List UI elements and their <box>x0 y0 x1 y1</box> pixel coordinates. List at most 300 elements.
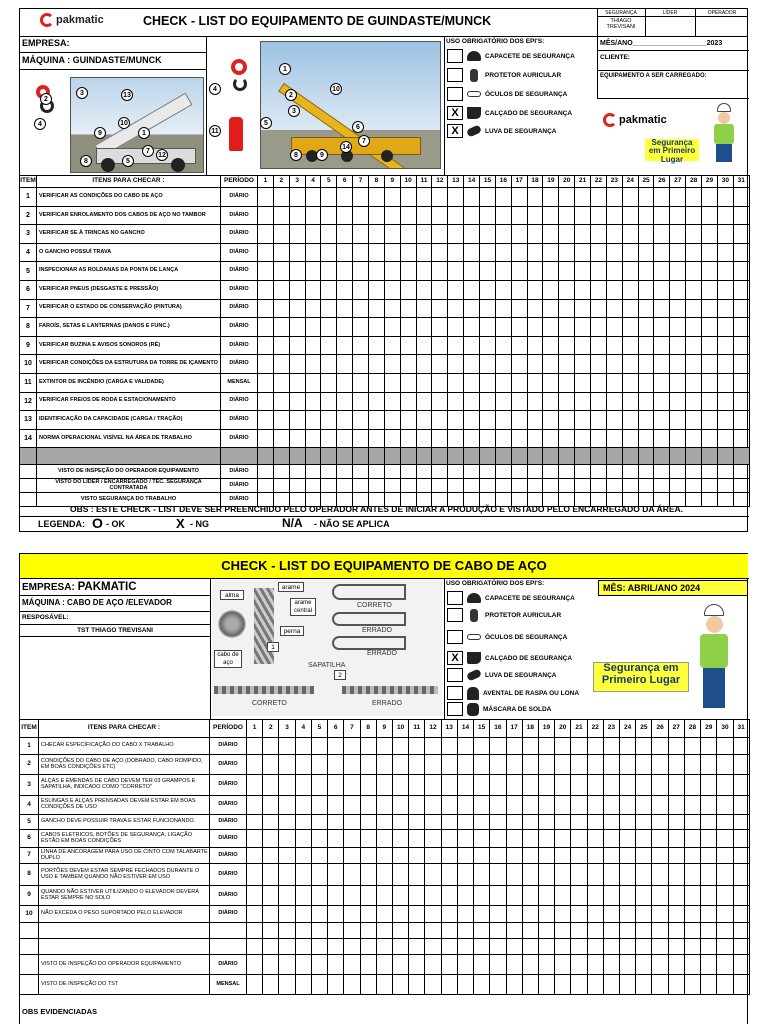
check-cell[interactable] <box>305 479 321 493</box>
check-cell[interactable] <box>543 206 559 225</box>
check-cell[interactable] <box>538 738 554 755</box>
blank-cell[interactable] <box>733 939 749 955</box>
blank-cell[interactable] <box>305 448 321 465</box>
check-cell[interactable] <box>480 465 496 479</box>
blank-cell[interactable] <box>295 939 311 955</box>
check-cell[interactable] <box>733 225 749 244</box>
check-cell[interactable] <box>457 886 473 906</box>
check-cell[interactable] <box>392 796 408 815</box>
check-cell[interactable] <box>425 864 441 886</box>
check-cell[interactable] <box>670 479 686 493</box>
check-cell[interactable] <box>684 830 700 848</box>
check-cell[interactable] <box>733 429 749 448</box>
blank-cell[interactable] <box>258 448 274 465</box>
check-cell[interactable] <box>480 479 496 493</box>
check-cell[interactable] <box>717 955 733 975</box>
check-cell[interactable] <box>369 206 385 225</box>
check-cell[interactable] <box>305 225 321 244</box>
check-cell[interactable] <box>638 188 654 207</box>
blank-cell[interactable] <box>416 448 432 465</box>
epi-oculos[interactable]: ÓCULOS DE SEGURANÇA <box>447 87 567 101</box>
check-cell[interactable] <box>337 411 353 430</box>
check-cell[interactable] <box>638 225 654 244</box>
check-cell[interactable] <box>495 355 511 374</box>
check-cell[interactable] <box>384 392 400 411</box>
check-cell[interactable] <box>409 815 425 830</box>
check-cell[interactable] <box>538 955 554 975</box>
check-cell[interactable] <box>603 775 619 796</box>
blank-cell[interactable] <box>571 923 587 939</box>
check-cell[interactable] <box>258 392 274 411</box>
check-cell[interactable] <box>571 975 587 995</box>
check-cell[interactable] <box>353 299 369 318</box>
check-cell[interactable] <box>480 243 496 262</box>
check-cell[interactable] <box>305 243 321 262</box>
check-cell[interactable] <box>474 738 490 755</box>
check-cell[interactable] <box>527 262 543 281</box>
check-cell[interactable] <box>495 299 511 318</box>
check-cell[interactable] <box>416 411 432 430</box>
check-cell[interactable] <box>490 755 506 775</box>
check-cell[interactable] <box>289 336 305 355</box>
blank-cell[interactable] <box>490 923 506 939</box>
check-cell[interactable] <box>575 262 591 281</box>
check-cell[interactable] <box>527 188 543 207</box>
blank-cell[interactable] <box>636 923 652 939</box>
check-cell[interactable] <box>668 864 684 886</box>
check-cell[interactable] <box>258 336 274 355</box>
check-cell[interactable] <box>328 864 344 886</box>
check-cell[interactable] <box>400 299 416 318</box>
check-cell[interactable] <box>376 815 392 830</box>
check-cell[interactable] <box>273 318 289 337</box>
check-cell[interactable] <box>686 280 702 299</box>
check-cell[interactable] <box>490 830 506 848</box>
check-cell[interactable] <box>425 796 441 815</box>
check-cell[interactable] <box>538 815 554 830</box>
check-cell[interactable] <box>511 373 527 392</box>
check-cell[interactable] <box>273 411 289 430</box>
check-cell[interactable] <box>416 318 432 337</box>
check-cell[interactable] <box>636 755 652 775</box>
check-cell[interactable] <box>587 864 603 886</box>
check-cell[interactable] <box>376 796 392 815</box>
check-cell[interactable] <box>392 775 408 796</box>
check-cell[interactable] <box>321 465 337 479</box>
check-cell[interactable] <box>441 830 457 848</box>
blank-cell[interactable] <box>668 923 684 939</box>
check-cell[interactable] <box>622 465 638 479</box>
check-cell[interactable] <box>684 906 700 923</box>
check-cell[interactable] <box>263 738 279 755</box>
check-cell[interactable] <box>328 796 344 815</box>
blank-cell[interactable] <box>432 448 448 465</box>
check-cell[interactable] <box>555 906 571 923</box>
check-cell[interactable] <box>587 815 603 830</box>
check-cell[interactable] <box>369 465 385 479</box>
check-cell[interactable] <box>337 355 353 374</box>
check-cell[interactable] <box>305 280 321 299</box>
check-cell[interactable] <box>369 299 385 318</box>
check-cell[interactable] <box>522 830 538 848</box>
check-cell[interactable] <box>289 411 305 430</box>
epi2-mascara[interactable]: MÁSCARA DE SOLDA <box>447 702 551 716</box>
check-cell[interactable] <box>263 830 279 848</box>
check-cell[interactable] <box>654 243 670 262</box>
check-cell[interactable] <box>495 206 511 225</box>
check-cell[interactable] <box>571 738 587 755</box>
epi-luva[interactable]: X LUVA DE SEGURANÇA <box>447 124 557 138</box>
check-cell[interactable] <box>686 392 702 411</box>
check-cell[interactable] <box>273 243 289 262</box>
check-cell[interactable] <box>344 830 360 848</box>
check-cell[interactable] <box>543 280 559 299</box>
check-cell[interactable] <box>247 796 263 815</box>
blank-cell[interactable] <box>603 923 619 939</box>
check-cell[interactable] <box>668 848 684 864</box>
check-cell[interactable] <box>279 775 295 796</box>
check-cell[interactable] <box>638 206 654 225</box>
check-cell[interactable] <box>652 906 668 923</box>
check-cell[interactable] <box>668 975 684 995</box>
check-cell[interactable] <box>668 815 684 830</box>
check-cell[interactable] <box>273 206 289 225</box>
check-cell[interactable] <box>702 280 718 299</box>
check-cell[interactable] <box>587 796 603 815</box>
check-cell[interactable] <box>670 299 686 318</box>
check-cell[interactable] <box>538 906 554 923</box>
check-cell[interactable] <box>702 299 718 318</box>
check-cell[interactable] <box>702 262 718 281</box>
blank-cell[interactable] <box>575 448 591 465</box>
blank-cell[interactable] <box>279 923 295 939</box>
check-cell[interactable] <box>527 411 543 430</box>
check-cell[interactable] <box>337 429 353 448</box>
check-cell[interactable] <box>511 355 527 374</box>
check-cell[interactable] <box>733 796 749 815</box>
check-cell[interactable] <box>555 796 571 815</box>
check-cell[interactable] <box>321 355 337 374</box>
check-cell[interactable] <box>441 755 457 775</box>
check-cell[interactable] <box>670 280 686 299</box>
check-cell[interactable] <box>670 336 686 355</box>
check-cell[interactable] <box>652 830 668 848</box>
check-cell[interactable] <box>328 955 344 975</box>
check-cell[interactable] <box>684 975 700 995</box>
check-cell[interactable] <box>591 392 607 411</box>
cliente-field[interactable]: CLIENTE: <box>600 54 630 61</box>
check-cell[interactable] <box>432 479 448 493</box>
check-cell[interactable] <box>448 206 464 225</box>
check-cell[interactable] <box>279 755 295 775</box>
blank-cell[interactable] <box>555 923 571 939</box>
check-cell[interactable] <box>636 815 652 830</box>
check-cell[interactable] <box>587 975 603 995</box>
check-cell[interactable] <box>717 775 733 796</box>
check-cell[interactable] <box>591 336 607 355</box>
check-cell[interactable] <box>686 465 702 479</box>
check-cell[interactable] <box>527 429 543 448</box>
check-cell[interactable] <box>353 262 369 281</box>
check-cell[interactable] <box>538 975 554 995</box>
blank-cell[interactable] <box>638 448 654 465</box>
check-cell[interactable] <box>654 262 670 281</box>
check-cell[interactable] <box>384 188 400 207</box>
check-cell[interactable] <box>400 243 416 262</box>
check-cell[interactable] <box>654 299 670 318</box>
check-cell[interactable] <box>606 243 622 262</box>
check-cell[interactable] <box>538 796 554 815</box>
check-cell[interactable] <box>273 465 289 479</box>
check-cell[interactable] <box>328 775 344 796</box>
check-cell[interactable] <box>652 796 668 815</box>
check-cell[interactable] <box>511 280 527 299</box>
check-cell[interactable] <box>654 373 670 392</box>
check-cell[interactable] <box>360 775 376 796</box>
check-cell[interactable] <box>587 830 603 848</box>
check-cell[interactable] <box>416 225 432 244</box>
check-cell[interactable] <box>279 906 295 923</box>
check-cell[interactable] <box>575 299 591 318</box>
check-cell[interactable] <box>702 493 718 507</box>
check-cell[interactable] <box>258 225 274 244</box>
check-cell[interactable] <box>717 373 733 392</box>
check-cell[interactable] <box>344 815 360 830</box>
check-cell[interactable] <box>480 336 496 355</box>
check-cell[interactable] <box>668 955 684 975</box>
check-cell[interactable] <box>258 299 274 318</box>
check-cell[interactable] <box>684 796 700 815</box>
check-cell[interactable] <box>416 206 432 225</box>
check-cell[interactable] <box>506 815 522 830</box>
blank-cell[interactable] <box>684 923 700 939</box>
blank-cell[interactable] <box>376 939 392 955</box>
check-cell[interactable] <box>480 225 496 244</box>
check-cell[interactable] <box>448 479 464 493</box>
check-cell[interactable] <box>464 318 480 337</box>
check-cell[interactable] <box>376 755 392 775</box>
check-cell[interactable] <box>409 864 425 886</box>
blank-cell[interactable] <box>511 448 527 465</box>
check-cell[interactable] <box>441 955 457 975</box>
check-cell[interactable] <box>441 738 457 755</box>
check-cell[interactable] <box>527 355 543 374</box>
check-cell[interactable] <box>416 373 432 392</box>
check-cell[interactable] <box>480 188 496 207</box>
check-cell[interactable] <box>638 373 654 392</box>
check-cell[interactable] <box>638 299 654 318</box>
check-cell[interactable] <box>543 318 559 337</box>
check-cell[interactable] <box>369 225 385 244</box>
check-cell[interactable] <box>400 336 416 355</box>
check-cell[interactable] <box>409 886 425 906</box>
blank-cell[interactable] <box>279 939 295 955</box>
check-cell[interactable] <box>506 906 522 923</box>
check-cell[interactable] <box>400 188 416 207</box>
check-cell[interactable] <box>717 336 733 355</box>
check-cell[interactable] <box>717 262 733 281</box>
check-cell[interactable] <box>295 830 311 848</box>
check-cell[interactable] <box>620 830 636 848</box>
check-cell[interactable] <box>305 188 321 207</box>
check-cell[interactable] <box>384 225 400 244</box>
check-cell[interactable] <box>638 355 654 374</box>
check-cell[interactable] <box>686 373 702 392</box>
blank-cell[interactable] <box>273 448 289 465</box>
check-cell[interactable] <box>369 373 385 392</box>
check-cell[interactable] <box>733 355 749 374</box>
check-cell[interactable] <box>559 188 575 207</box>
check-cell[interactable] <box>652 864 668 886</box>
check-cell[interactable] <box>654 429 670 448</box>
check-cell[interactable] <box>606 206 622 225</box>
check-cell[interactable] <box>425 738 441 755</box>
check-cell[interactable] <box>384 243 400 262</box>
check-cell[interactable] <box>321 336 337 355</box>
check-cell[interactable] <box>733 848 749 864</box>
check-cell[interactable] <box>432 336 448 355</box>
check-cell[interactable] <box>603 848 619 864</box>
check-cell[interactable] <box>701 864 717 886</box>
check-cell[interactable] <box>369 336 385 355</box>
check-cell[interactable] <box>392 755 408 775</box>
check-cell[interactable] <box>353 465 369 479</box>
check-cell[interactable] <box>543 392 559 411</box>
check-cell[interactable] <box>464 411 480 430</box>
epi-protetor[interactable]: PROTETOR AURICULAR <box>447 68 561 82</box>
check-cell[interactable] <box>384 318 400 337</box>
check-cell[interactable] <box>684 775 700 796</box>
check-cell[interactable] <box>337 206 353 225</box>
check-cell[interactable] <box>717 392 733 411</box>
check-cell[interactable] <box>400 262 416 281</box>
check-cell[interactable] <box>559 299 575 318</box>
check-cell[interactable] <box>575 188 591 207</box>
check-cell[interactable] <box>321 188 337 207</box>
check-cell[interactable] <box>717 318 733 337</box>
check-cell[interactable] <box>654 411 670 430</box>
check-cell[interactable] <box>538 755 554 775</box>
check-cell[interactable] <box>416 429 432 448</box>
check-cell[interactable] <box>571 815 587 830</box>
check-cell[interactable] <box>490 906 506 923</box>
check-cell[interactable] <box>328 975 344 995</box>
check-cell[interactable] <box>353 392 369 411</box>
check-cell[interactable] <box>591 225 607 244</box>
check-cell[interactable] <box>448 373 464 392</box>
check-cell[interactable] <box>311 906 327 923</box>
check-cell[interactable] <box>591 280 607 299</box>
check-cell[interactable] <box>555 848 571 864</box>
blank-cell[interactable] <box>538 939 554 955</box>
check-cell[interactable] <box>559 280 575 299</box>
check-cell[interactable] <box>441 775 457 796</box>
check-cell[interactable] <box>638 280 654 299</box>
epi2-avental[interactable]: AVENTAL DE RASPA OU LONA <box>447 686 579 700</box>
check-cell[interactable] <box>511 429 527 448</box>
check-cell[interactable] <box>606 262 622 281</box>
check-cell[interactable] <box>555 755 571 775</box>
check-cell[interactable] <box>684 755 700 775</box>
check-cell[interactable] <box>384 373 400 392</box>
check-cell[interactable] <box>425 755 441 775</box>
check-cell[interactable] <box>622 188 638 207</box>
check-cell[interactable] <box>474 975 490 995</box>
check-cell[interactable] <box>321 243 337 262</box>
check-cell[interactable] <box>305 429 321 448</box>
blank-cell[interactable] <box>506 923 522 939</box>
check-cell[interactable] <box>733 955 749 975</box>
check-cell[interactable] <box>538 864 554 886</box>
blank-cell[interactable] <box>448 448 464 465</box>
check-cell[interactable] <box>684 864 700 886</box>
check-cell[interactable] <box>702 336 718 355</box>
check-cell[interactable] <box>328 830 344 848</box>
check-cell[interactable] <box>622 299 638 318</box>
check-cell[interactable] <box>457 975 473 995</box>
check-cell[interactable] <box>511 336 527 355</box>
check-cell[interactable] <box>622 392 638 411</box>
check-cell[interactable] <box>263 886 279 906</box>
check-cell[interactable] <box>305 465 321 479</box>
check-cell[interactable] <box>652 886 668 906</box>
check-cell[interactable] <box>654 465 670 479</box>
epi2-protetor[interactable]: PROTETOR AURICULAR <box>447 608 561 622</box>
check-cell[interactable] <box>376 906 392 923</box>
check-cell[interactable] <box>464 479 480 493</box>
blank-cell[interactable] <box>587 923 603 939</box>
check-cell[interactable] <box>686 243 702 262</box>
check-cell[interactable] <box>717 848 733 864</box>
check-cell[interactable] <box>263 975 279 995</box>
check-cell[interactable] <box>559 206 575 225</box>
check-cell[interactable] <box>522 775 538 796</box>
check-cell[interactable] <box>543 355 559 374</box>
check-cell[interactable] <box>258 429 274 448</box>
check-cell[interactable] <box>384 479 400 493</box>
check-cell[interactable] <box>733 392 749 411</box>
check-cell[interactable] <box>425 815 441 830</box>
check-cell[interactable] <box>733 815 749 830</box>
check-cell[interactable] <box>606 299 622 318</box>
blank-cell[interactable] <box>247 939 263 955</box>
check-cell[interactable] <box>400 429 416 448</box>
blank-cell[interactable] <box>587 939 603 955</box>
check-cell[interactable] <box>360 864 376 886</box>
check-cell[interactable] <box>321 318 337 337</box>
check-cell[interactable] <box>289 262 305 281</box>
check-cell[interactable] <box>684 815 700 830</box>
check-cell[interactable] <box>527 299 543 318</box>
check-cell[interactable] <box>603 796 619 815</box>
check-cell[interactable] <box>701 886 717 906</box>
check-cell[interactable] <box>409 796 425 815</box>
check-cell[interactable] <box>587 955 603 975</box>
check-cell[interactable] <box>622 280 638 299</box>
check-cell[interactable] <box>559 243 575 262</box>
blank-cell[interactable] <box>652 939 668 955</box>
check-cell[interactable] <box>559 262 575 281</box>
check-cell[interactable] <box>511 318 527 337</box>
check-cell[interactable] <box>733 975 749 995</box>
check-cell[interactable] <box>733 493 749 507</box>
check-cell[interactable] <box>495 336 511 355</box>
check-cell[interactable] <box>474 848 490 864</box>
check-cell[interactable] <box>522 796 538 815</box>
check-cell[interactable] <box>263 906 279 923</box>
check-cell[interactable] <box>344 955 360 975</box>
check-cell[interactable] <box>575 411 591 430</box>
